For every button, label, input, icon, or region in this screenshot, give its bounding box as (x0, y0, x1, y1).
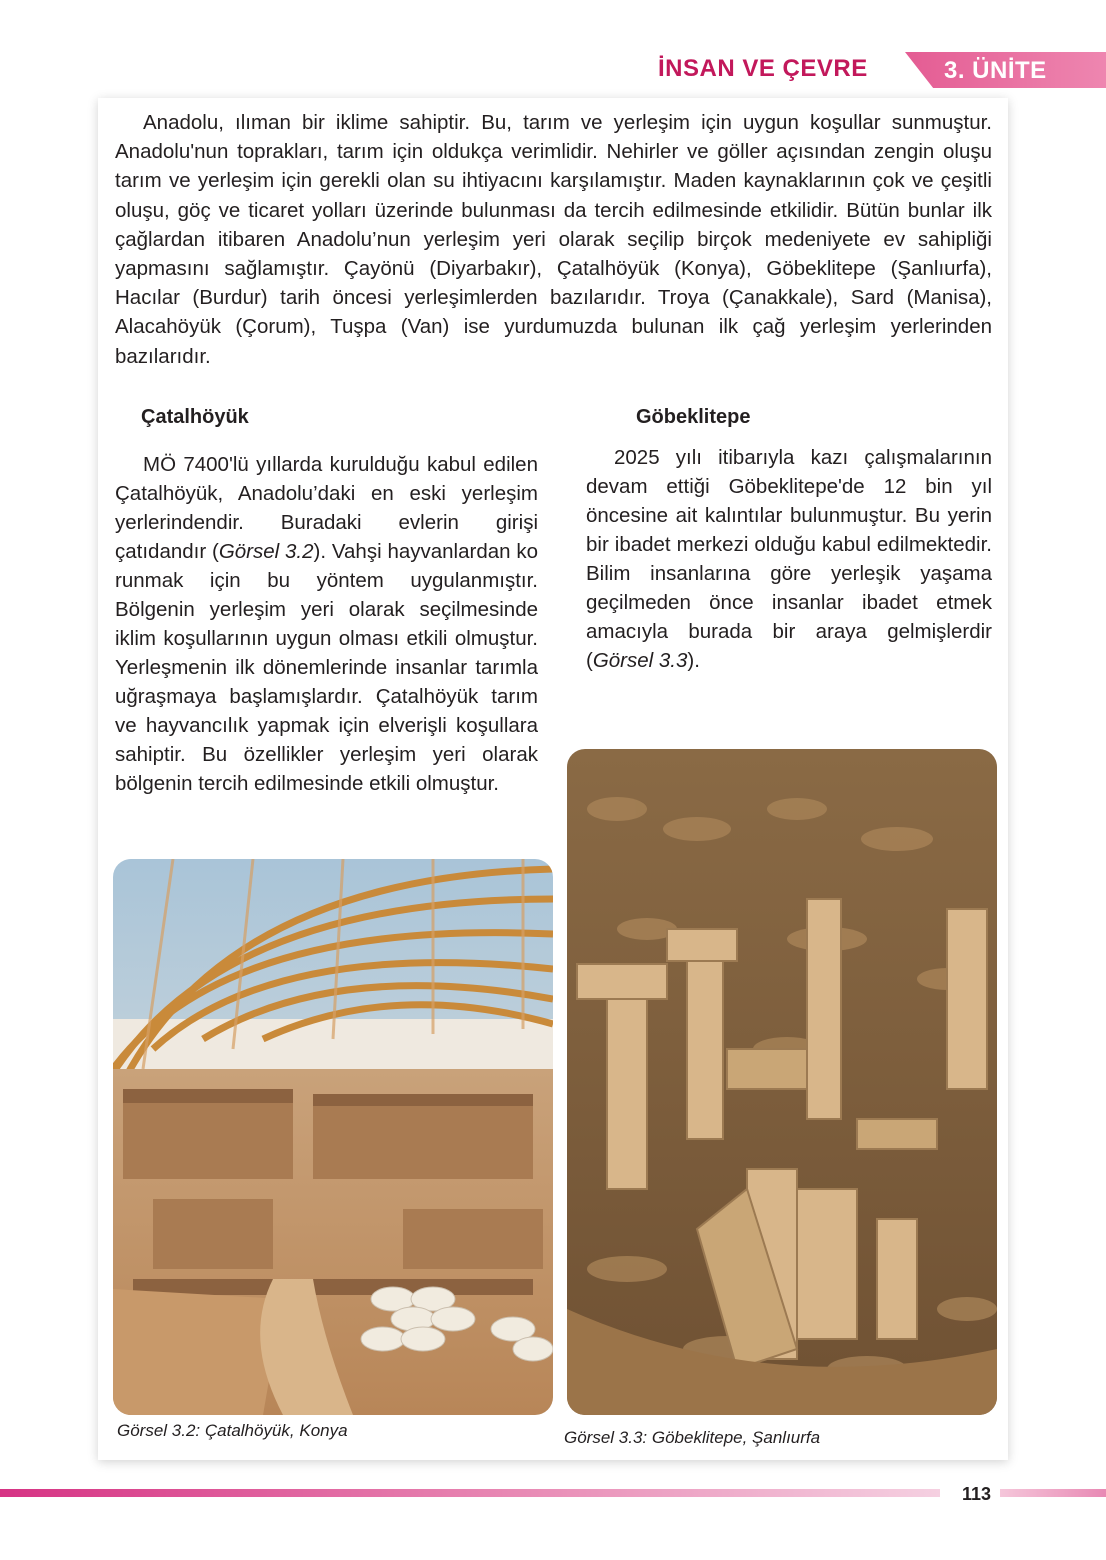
catalhoyuk-paragraph (115, 450, 538, 798)
gobeklitepe-text-1: 2025 yılı itibarıyla kazı çalışmalarının devam ettiği Göbeklitepe'de 12 bin yıl öncesine ait kalıntılar bulunmuştur. Bu yerin bir ibadet merkezi olduğu kabul edilmektedir. Bilim insanlarına göre yerleşik yaşama geçilmeden önce insanlar ibadet etmek amacıyla burada bir araya gelmişlerdir ( (586, 446, 992, 672)
gobeklitepe-paragraph (586, 443, 992, 675)
catalhoyuk-caption: Görsel 3.2: Çatalhöyük, Konya (117, 1421, 348, 1440)
footer-line (0, 1489, 940, 1497)
gobeklitepe-heading: Göbeklitepe (636, 406, 751, 428)
page-number: 113 (962, 1484, 992, 1504)
intro-paragraph: Anadolu, ılıman bir iklime sahiptir. Bu, tarım ve yerleşim için uygun koşullar sunmuştur. Anadolu'nun toprakları, tarım için oldukça verimlidir. Nehirler ve göller açısından zengin oluşu tarım ve yerleşim için gerekli olan su ihtiyacını karşılamıştır. Maden kaynaklarının çok ve çeşitli oluşu, göç ve ticaret yolları üzerinde bulunması da tercih edilmesinde etkilidir. Bütün bunlar ilk çağlardan itibaren Anadolu’nun yerleşim yeri olarak seçilip birçok medeniyete ev sahipliği yapmasını sağlamıştır. Çayönü (Diyarbakır), Çatalhöyük (Konya), Göbeklitepe (Şanlıurfa), Hacılar (Burdur) tarih öncesi yerleşimlerden bazılarıdır. Troya (Çanakkale), Sard (Manisa), Alacahöyük (Çorum), Tuşpa (Van) ise yurdumuzda bulunan ilk çağ yerleşim yerlerinden bazılarıdır. (115, 111, 992, 368)
catalhoyuk-heading: Çatalhöyük (141, 406, 249, 428)
catalhoyuk-photo (113, 859, 553, 1415)
unit-label: 3. ÜNİTE (944, 57, 1047, 84)
gobeklitepe-figure-ref: Görsel 3.3 (592, 649, 688, 672)
section-title: İNSAN VE ÇEVRE (658, 55, 868, 82)
catalhoyuk-text-1: MÖ 7400'lü yıllarda kurulduğu kabul edilen Çatalhöyük, Anadolu’daki en eski yerleşim yerlerindendir. Buradaki evlerin girişi çatıdandır ( (115, 453, 538, 563)
gobeklitepe-caption: Görsel 3.3: Göbeklitepe, Şanlıurfa (564, 1428, 821, 1447)
gobeklitepe-photo (567, 749, 997, 1415)
catalhoyuk-text-2: ). Vahşi hayvanlardan ko runmak için bu yöntem uygulanmıştır. Bölgenin yerleşim yeri olarak seçilmesinde iklim koşullarının uygun olması etkili olmuştur. Yerleşmenin ilk dönemlerinde insanlar tarımla uğraşmaya başlamışlardır. Çatalhöyük tarım ve hayvancılık yapmak için elverişli koşullara sahiptir. Bu özellikler yerleşim yeri olarak bölgenin tercih edilmesinde etkili olmuştur. (115, 540, 539, 795)
footer-line-right (1000, 1489, 1106, 1497)
catalhoyuk-figure-ref: Görsel 3.2 (218, 540, 314, 563)
gobeklitepe-text-2: ). (687, 649, 700, 672)
